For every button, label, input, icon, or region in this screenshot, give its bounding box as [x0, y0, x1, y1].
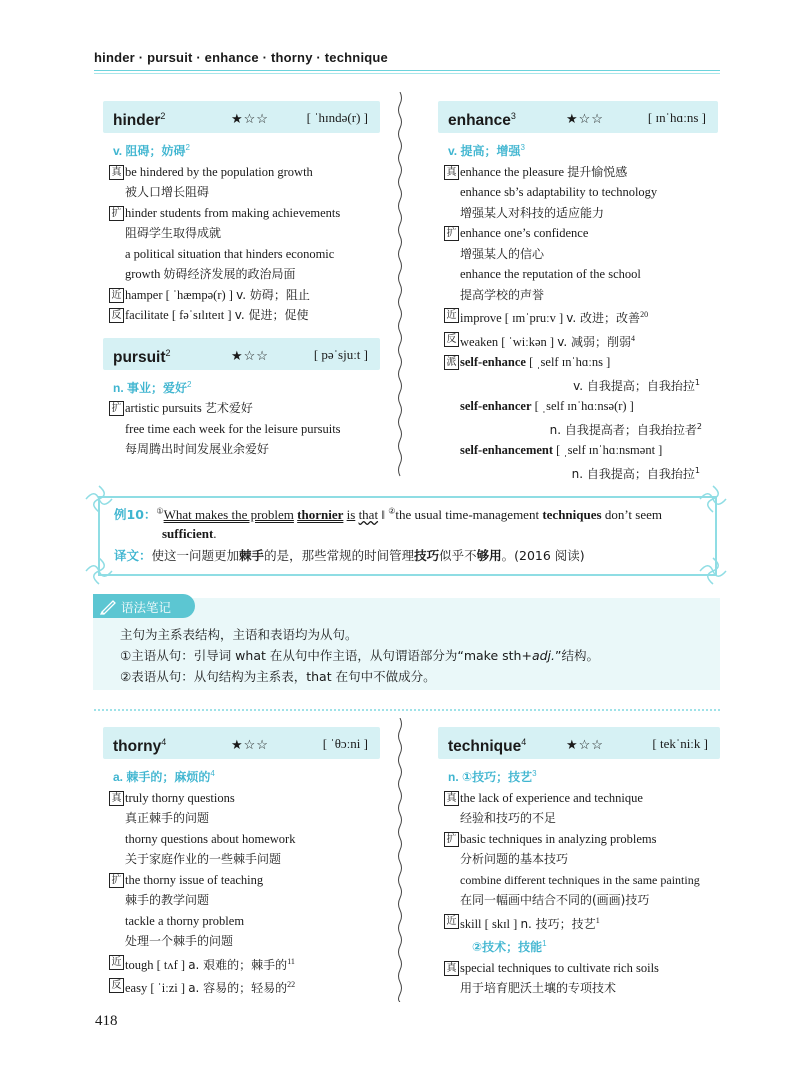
example-row: 真 special techniques to cultivate rich soils — [438, 958, 720, 979]
phonetic: [ pəˈsjuːt ] — [313, 346, 368, 362]
star-rating: ★☆☆ — [231, 111, 269, 126]
derivative-def: n. 自我提高者；自我抬拉者$^2$ — [549, 421, 702, 437]
column-divider-bottom — [397, 718, 403, 1002]
derivative-def: v. 自我提高；自我抬拉$^1$ — [573, 377, 700, 393]
headword-hinder: hinder$^2$ — [113, 111, 166, 130]
example-sentence-end: sufficient. — [162, 526, 217, 541]
example-label: 例10 — [114, 507, 144, 522]
derivative-def: n. 自我提高；自我抬拉$^1$ — [571, 465, 700, 481]
tag-zhen: 真 — [444, 791, 459, 806]
translation: 分析问题的基本技巧 — [460, 852, 569, 866]
example-text: combine different techniques in the same painting — [460, 872, 700, 887]
example-text: tackle a thorny problem — [125, 913, 245, 928]
grammar-line: ①主语从句：引导词 what 在从句中作主语，从句谓语部分为“make sth+adj.”结构。 — [120, 648, 599, 663]
word-card-pursuit — [103, 338, 380, 370]
example-row: 扩 the thorny issue of teaching — [103, 870, 380, 891]
tag-kuo: 扩 — [109, 873, 124, 888]
tag-kuo: 扩 — [109, 206, 124, 221]
phonetic: [ ˈhɪndə(r) ] — [306, 110, 368, 125]
example-sentence: 例10：①What makes the problem thornier is that ‖ ②the usual time-management techniques don’t seem — [114, 506, 662, 522]
star-rating: ★☆☆ — [231, 347, 269, 363]
tag-jin: 近 — [109, 955, 124, 970]
phonetic: [ ˈθɔːni ] — [322, 736, 368, 751]
corner-ornament-icon — [84, 556, 114, 586]
tag-fan: 反 — [444, 332, 459, 347]
tag-jin: 近 — [109, 288, 124, 303]
grammar-line: 主句为主系表结构，主语和表语均为从句。 — [120, 627, 358, 642]
header-rule-top — [94, 70, 720, 71]
example-row: 真 enhance the pleasure 提升愉悦感 — [438, 162, 718, 183]
translation: 被人口增长阻碍 — [125, 185, 210, 199]
corner-ornament-icon — [84, 484, 114, 514]
synonym-row: 近 tough [ tʌf ] a. 艰难的；棘手的$^{11}$ — [103, 952, 380, 976]
tag-zhen: 真 — [444, 961, 459, 976]
example-row: 真 be hindered by the population growth — [103, 162, 380, 183]
right-column-top — [438, 101, 718, 484]
right-column-bottom — [438, 727, 720, 999]
translation: 关于家庭作业的一些棘手问题 — [125, 852, 282, 866]
derivative-row: 派 self-enhance [ ˌself ɪnˈhɑːns ] — [438, 352, 718, 373]
word-card-thorny — [103, 727, 380, 759]
left-column-top — [103, 101, 380, 460]
corner-ornament-icon — [698, 556, 728, 586]
part-of-speech: a. 棘手的；麻烦的$^4$ — [113, 769, 215, 784]
part-of-speech: v. 阻碍；妨碍$^2$ — [113, 143, 190, 158]
example-row: 扩 enhance one’s confidence — [438, 223, 718, 244]
translation: 每周腾出时间发展业余爱好 — [125, 442, 270, 456]
translation: 在同一幅画中结合不同的(画画)技巧 — [460, 893, 650, 907]
phonetic: [ tekˈniːk ] — [652, 736, 708, 751]
section-divider — [94, 709, 720, 711]
example-row: 真 truly thorny questions — [103, 788, 380, 809]
star-rating: ★☆☆ — [231, 737, 269, 752]
pen-icon — [99, 597, 117, 615]
column-divider-top — [397, 92, 403, 477]
part-of-speech: n. 事业；爱好$^2$ — [113, 379, 192, 395]
star-rating: ★☆☆ — [566, 111, 604, 126]
part-of-speech: n. ①技巧；技艺$^3$ — [448, 769, 537, 784]
derivative-row: self-enhancement [ ˌself ɪnˈhɑːnsmənt ] — [460, 443, 663, 458]
translation: 阻碍学生取得成就 — [125, 226, 222, 240]
headword-technique: technique$^4$ — [448, 737, 527, 756]
page-number: 418 — [95, 1013, 118, 1029]
tag-kuo: 扩 — [444, 226, 459, 241]
synonym-row: 近 improve [ ɪmˈpruːv ] v. 改进；改善$^{20}$ — [438, 305, 718, 329]
example-text: a political situation that hinders economic — [125, 246, 335, 261]
example-row: 真 the lack of experience and technique — [438, 788, 720, 809]
phonetic: [ ɪnˈhɑːns ] — [647, 110, 706, 125]
tag-kuo: 扩 — [109, 401, 124, 416]
word-card-hinder — [103, 101, 380, 133]
synonym-row: 近 skill [ skɪl ] n. 技巧；技艺$^1$ — [438, 911, 720, 935]
star-rating: ★☆☆ — [566, 737, 604, 752]
example-text: growth 妨碍经济发展的政治局面 — [125, 267, 296, 281]
tag-zhen: 真 — [444, 165, 459, 180]
example-row: 扩 hinder students from making achievements — [103, 203, 380, 224]
tag-fan: 反 — [109, 308, 124, 323]
headword-pursuit: pursuit$^2$ — [113, 347, 171, 366]
word-card-technique — [438, 727, 720, 759]
header-rule-bottom — [94, 73, 720, 74]
grammar-notes-tab — [93, 594, 195, 618]
translation: 增强某人对科技的适应能力 — [460, 205, 605, 220]
tag-fan: 反 — [109, 978, 124, 993]
tag-zhen: 真 — [109, 165, 124, 180]
antonym-row: 反 weaken [ ˈwiːkən ] v. 减弱；削弱$^4$ — [438, 329, 718, 353]
example-text: enhance the reputation of the school — [460, 267, 641, 281]
example-translation: 译文：使这一问题更加棘手的是，那些常规的时间管理技巧似乎不够用。(2016 阅读) — [114, 548, 585, 563]
tag-jin: 近 — [444, 914, 459, 929]
translation: 经验和技巧的不足 — [460, 811, 557, 825]
example-text: enhance sb’s adaptability to technology — [460, 185, 658, 199]
headword-enhance: enhance$^3$ — [448, 111, 516, 130]
translation: 提高学校的声誉 — [460, 287, 545, 302]
page-header-title: hinder · pursuit · enhance · thorny · technique — [94, 50, 388, 65]
antonym-row: 反 facilitate [ fəˈsɪlɪteɪt ] v. 促进；促使 — [103, 305, 380, 326]
grammar-line: ②表语从句：从句结构为主系表，that 在句中不做成分。 — [120, 669, 436, 684]
synonym-row: 近 hamper [ ˈhæmpə(r) ] v. 妨碍；阻止 — [103, 285, 380, 306]
left-column-bottom — [103, 727, 380, 999]
antonym-row: 反 easy [ ˈiːzi ] a. 容易的；轻易的$^{22}$ — [103, 975, 380, 999]
tag-jin: 近 — [444, 308, 459, 323]
grammar-notes-title: 语法笔记 — [121, 600, 172, 615]
headword-thorny: thorny$^4$ — [113, 737, 167, 756]
part-of-speech: v. 提高；增强$^3$ — [448, 143, 525, 158]
tag-kuo: 扩 — [444, 832, 459, 847]
derivative-row: self-enhancer [ ˌself ɪnˈhɑːnsə(r) ] — [460, 399, 634, 414]
part-of-speech: ②技术；技能$^1$ — [472, 939, 547, 955]
example-text: thorny questions about homework — [125, 831, 296, 846]
example-row: 扩 basic techniques in analyzing problems — [438, 829, 720, 850]
translation: 真正棘手的问题 — [125, 811, 210, 825]
example-row: 扩 artistic pursuits 艺术爱好 — [103, 398, 380, 419]
example-text: free time each week for the leisure pursuits — [125, 421, 341, 436]
translation: 用于培育肥沃土壤的专项技术 — [460, 981, 617, 996]
word-card-enhance — [438, 101, 718, 133]
translation: 处理一个棘手的问题 — [125, 934, 234, 948]
tag-zhen: 真 — [109, 791, 124, 806]
tag-pai: 派 — [444, 355, 459, 370]
translation: 棘手的教学问题 — [125, 893, 210, 907]
translation: 增强某人的信心 — [460, 246, 545, 261]
